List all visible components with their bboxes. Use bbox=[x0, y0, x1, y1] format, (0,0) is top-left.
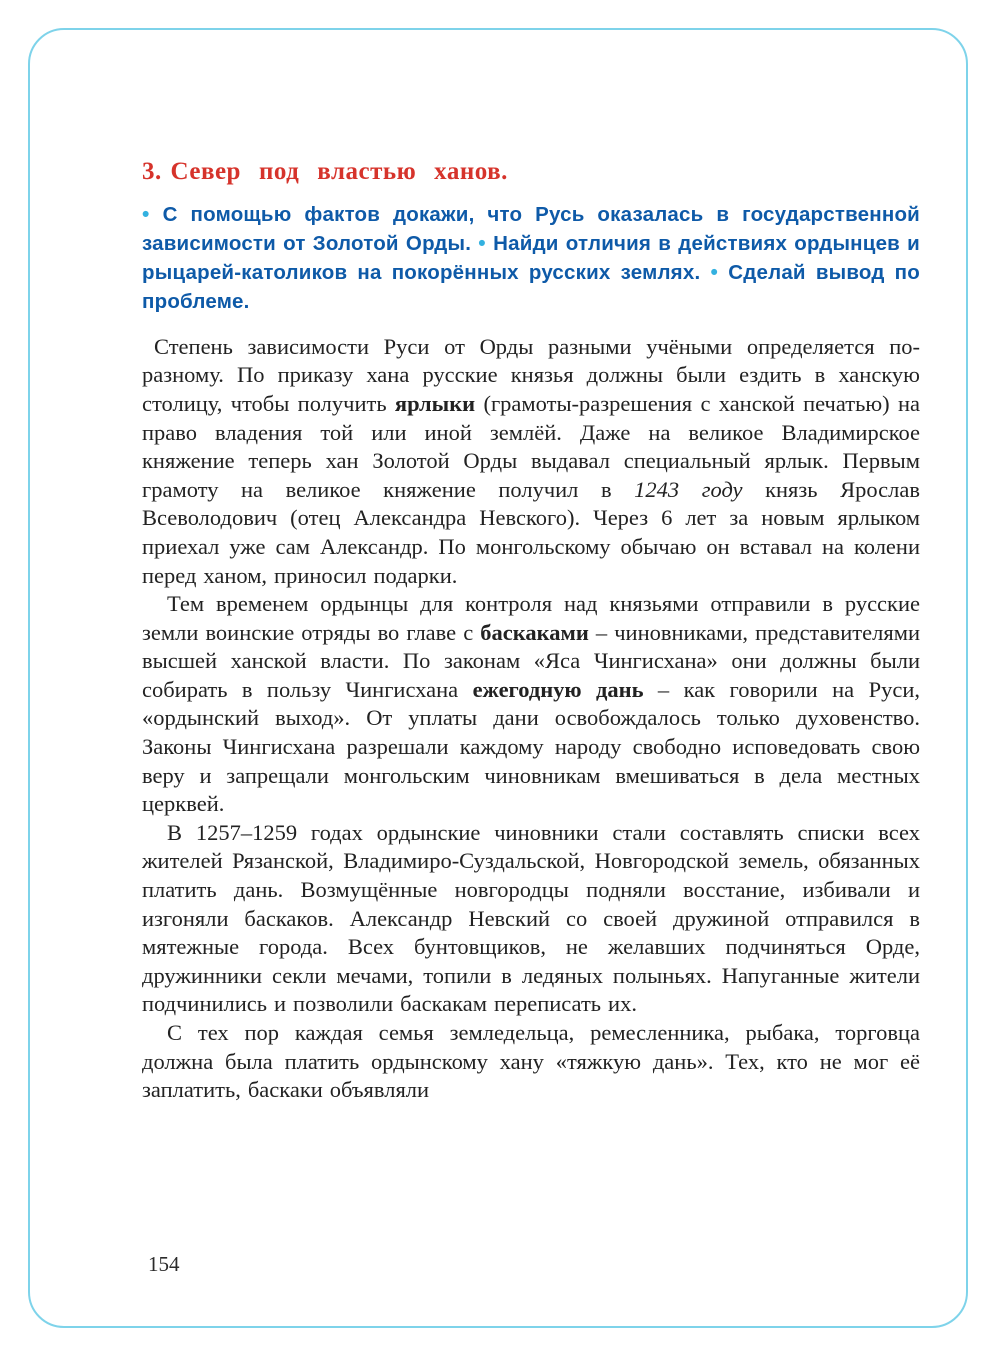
page-content bbox=[142, 158, 920, 1105]
term-bold: ярлыки bbox=[394, 390, 476, 416]
task-text: Найди отличия в действиях ордынцев и рыцарей-католиков на покорённых русских землях. bbox=[142, 231, 920, 284]
bullet-icon: • bbox=[710, 260, 729, 284]
body-text: В 1257–1259 годах ордынские чиновники стали составлять списки всех жителей Рязанской, Владимиро-Суздальской, Новгородской земель, обязанных платить дань. Возмущённые новгородцы подняли восстание, избивали и изгоняли баскаков. Александр Невский со своей дружиной отправился в мятежные города. Всех бунтовщиков, не желавших подчиняться Орде, дружинники секли мечами, топили в ледяных полыньях. Напуганные жители подчинились и позволили баскакам переписать их. bbox=[142, 819, 920, 1017]
section-title: Север под властью ханов. bbox=[170, 158, 508, 185]
task-text: Сделай вывод по проблеме. bbox=[142, 260, 920, 313]
paragraph bbox=[142, 333, 920, 590]
page-border-frame bbox=[28, 28, 968, 1328]
paragraph bbox=[142, 1019, 920, 1105]
body-text: (грамоты-разрешения с ханской печатью) на право владения той или иной землёй. Даже на великое Владимирское княжение теперь хан Золотой Орды выдавал специальный ярлык. Первым грамоту на великое княжение получил в bbox=[142, 390, 920, 502]
body-text: князь Ярослав Всеволодович (отец Александра Невского). Через 6 лет за новым ярлыком приехал уже сам Александр. По монгольскому обычаю он вставал на колени перед ханом, приносил подарки. bbox=[142, 476, 920, 588]
page-number: 154 bbox=[148, 1252, 180, 1276]
date-italic: 1243 году bbox=[634, 476, 743, 502]
body-text: – чиновниками, представителями высшей ханской власти. По законам «Яса Чингисхана» они должны были собирать в пользу Чингисхана bbox=[142, 619, 920, 702]
bullet-icon: • bbox=[478, 231, 494, 255]
section-heading bbox=[142, 158, 920, 187]
paragraph bbox=[142, 590, 920, 819]
term-bold: ежегодную дань bbox=[472, 676, 644, 702]
bullet-icon: • bbox=[142, 202, 163, 226]
body-text: Степень зависимости Руси от Орды разными учёными определяется по-разному. По приказу хана русские князья должны были ездить в ханскую столицу, чтобы получить bbox=[142, 333, 920, 416]
article-body bbox=[142, 333, 920, 1105]
task-list bbox=[142, 200, 920, 316]
task-text: С помощью фактов докажи, что Русь оказалась в государственной зависимости от Золотой Орды. bbox=[142, 202, 920, 255]
paragraph bbox=[142, 819, 920, 1019]
term-bold: баскаками bbox=[480, 619, 589, 645]
section-number: 3. bbox=[142, 158, 162, 185]
body-text: – как говорили на Руси, «ордынский выход». От уплаты дани освобождалось только духовенство. Законы Чингисхана разрешали каждому народу свободно исповедовать свою веру и запрещали монгольским чиновникам вмешиваться в дела местных церквей. bbox=[142, 676, 921, 817]
body-text: Тем временем ордынцы для контроля над князьями отправили в русские земли воинские отряды во главе с bbox=[142, 591, 920, 645]
body-text: С тех пор каждая семья земледельца, ремесленника, рыбака, торговца должна была платить ордынскому хану «тяжкую дань». Тех, кто не мог её заплатить, баскаки объявляли bbox=[142, 1020, 920, 1103]
